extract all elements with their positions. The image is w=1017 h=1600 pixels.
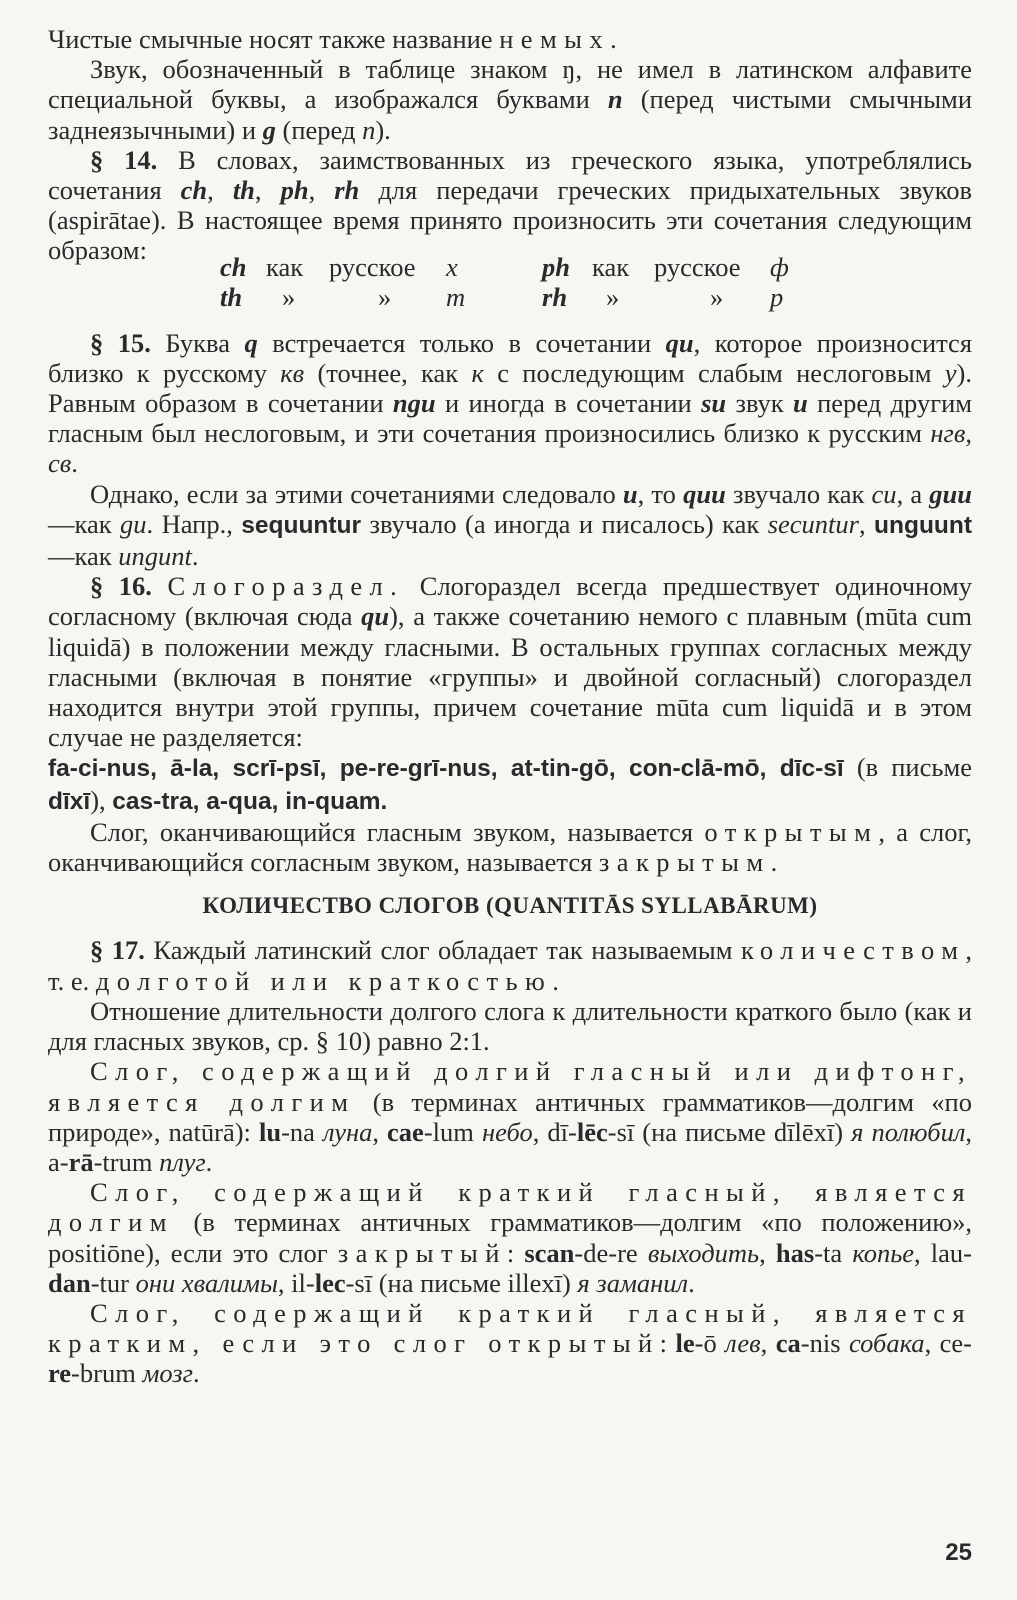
text: ). Равным образом в сочетании bbox=[48, 357, 972, 419]
text: Звук, обозначенный в таблице знаком ŋ, не имел в латинском алфавите специальной буквы, а изображался буквами bbox=[48, 54, 972, 115]
spaced-term: Слогораздел. bbox=[167, 571, 405, 602]
text: , bbox=[858, 508, 875, 539]
text: , dī- bbox=[532, 1116, 577, 1147]
text: т bbox=[446, 281, 466, 312]
text: -na bbox=[281, 1116, 323, 1147]
letter: g bbox=[262, 114, 276, 145]
latin-syllable: cae bbox=[387, 1116, 424, 1147]
text: р bbox=[770, 281, 784, 312]
digraph: su bbox=[701, 388, 727, 419]
digraph: rh bbox=[334, 175, 360, 206]
text: , bbox=[760, 1328, 776, 1359]
letter: n bbox=[607, 84, 623, 115]
spaced-term: долготой или краткостью bbox=[95, 965, 553, 996]
paragraph bbox=[48, 1177, 972, 1298]
digraph: ngu bbox=[392, 388, 436, 419]
text: звук bbox=[726, 388, 794, 419]
text: (точнее, как bbox=[304, 357, 472, 388]
text: В словах, заимствованных из греческого языка, употреблялись сочетания bbox=[48, 144, 973, 206]
text: , lau- bbox=[914, 1237, 972, 1268]
paragraph bbox=[48, 996, 972, 1056]
text: -de-re bbox=[574, 1237, 648, 1268]
latin-word: sequuntur bbox=[241, 511, 362, 539]
text: cu bbox=[871, 478, 897, 509]
text: -tur bbox=[90, 1267, 136, 1298]
text: . bbox=[688, 1267, 695, 1298]
text: » bbox=[710, 281, 724, 312]
text: Однако, если за этими сочетаниями следовало bbox=[90, 478, 623, 509]
text: . bbox=[770, 847, 778, 878]
text: (в терминах античных грамматиков—долгим «по положению», positiōne), если это слог bbox=[48, 1207, 972, 1268]
paragraph bbox=[48, 1298, 972, 1389]
example-words bbox=[48, 752, 972, 816]
text: , bbox=[759, 1237, 776, 1268]
text: кв bbox=[280, 357, 305, 388]
text: ). bbox=[375, 114, 391, 145]
text: -sī (на письме dīlēxī) bbox=[607, 1116, 852, 1147]
translation: они хвалимы bbox=[135, 1267, 278, 1298]
text: у bbox=[944, 357, 957, 388]
spaced-term: Слог, содержащий долгий гласный или дифтонг, является долгим bbox=[48, 1056, 972, 1117]
text: , а слог, оканчивающийся согласным звуком, называется bbox=[48, 816, 972, 878]
table-row-2 bbox=[48, 282, 972, 312]
translation: небо bbox=[481, 1116, 533, 1147]
digraph: ch bbox=[180, 175, 208, 206]
text: Отношение длительности долгого слога к длительности краткого было (как и для гласных звуков, ср. § 10) равно 2:1. bbox=[48, 995, 972, 1057]
latin-syllable: ca bbox=[775, 1328, 801, 1359]
text: с последующим слабым неслоговым bbox=[483, 357, 945, 388]
letter: u bbox=[622, 478, 638, 509]
text: звучало (а иногда и писалось) как bbox=[361, 508, 768, 539]
text: -ō bbox=[694, 1328, 726, 1359]
text: русское bbox=[329, 251, 416, 282]
latin-syllable: re bbox=[48, 1358, 72, 1389]
digraph: ch bbox=[220, 251, 247, 282]
paragraph bbox=[48, 1056, 972, 1177]
digraph: th bbox=[232, 175, 255, 206]
text: звучало как bbox=[725, 478, 872, 509]
spaced-term: закрытый bbox=[337, 1237, 507, 1268]
text: secuntur bbox=[767, 508, 859, 539]
translation: мозг bbox=[142, 1358, 193, 1389]
paragraph-section-17 bbox=[48, 935, 972, 995]
text: Слогораздел всегда предшествует одиночному согласному (включая сюда bbox=[48, 571, 972, 632]
text: ), а также сочетанию немого с плавным (mūta cum liquidā) в положении между гласными. В остальных группах согласных между гласными (включая в понятие «группы» и двойной согласный) слогораздел находится внутри этой группы, причем сочетание mūta cum liquidā и в этом случае не разделяется: bbox=[48, 601, 972, 753]
digraph: guu bbox=[929, 478, 973, 509]
text: » bbox=[378, 281, 392, 312]
spaced-term: Слог, содержащий краткий гласный, является кратким, если это слог открытый bbox=[48, 1297, 972, 1359]
spaced-term: закрытым bbox=[598, 847, 771, 878]
text: : bbox=[659, 1328, 676, 1359]
latin-word: fa-ci-nus, ā-la, scrī-psī, pe-re-grī-nus, at-tin-gō, con-clā-mō, dīc-sī bbox=[48, 755, 844, 783]
table-row-1 bbox=[48, 252, 972, 282]
text: к bbox=[471, 357, 484, 388]
text: . Напр., bbox=[146, 508, 242, 539]
text: как bbox=[266, 251, 304, 282]
text: ф bbox=[770, 251, 789, 282]
text: (перед чистыми смычными заднеязычными) и bbox=[48, 84, 973, 145]
text: . bbox=[191, 541, 199, 572]
text: -nis bbox=[800, 1328, 849, 1359]
latin-syllable: rā bbox=[68, 1146, 94, 1177]
latin-word: cas-tra, a-qua, in-quam. bbox=[112, 787, 388, 815]
text: , bbox=[308, 175, 335, 206]
translation: собака bbox=[848, 1328, 925, 1359]
paragraph bbox=[48, 817, 972, 877]
text: -lum bbox=[423, 1116, 482, 1147]
digraph: quu bbox=[683, 478, 726, 509]
latin-syllable: lu bbox=[258, 1116, 282, 1147]
section-number: § 15. bbox=[90, 327, 151, 358]
section-number: § 14. bbox=[90, 144, 158, 175]
text bbox=[152, 571, 168, 601]
letter: n bbox=[362, 114, 376, 145]
spaced-term: Слог, содержащий краткий гласный, является долгим bbox=[48, 1177, 972, 1238]
digraph: qu bbox=[665, 327, 694, 358]
text: . bbox=[552, 965, 559, 996]
translation: копье bbox=[852, 1237, 915, 1268]
text: Слог, оканчивающийся гласным звуком, называется bbox=[90, 816, 705, 847]
spaced-term: количеством bbox=[740, 935, 966, 966]
text: . bbox=[192, 1358, 200, 1389]
text: Чистые смычные носят также название bbox=[48, 24, 500, 54]
digraph: th bbox=[220, 281, 243, 312]
text: —как bbox=[48, 508, 121, 539]
paragraph bbox=[48, 479, 972, 572]
paragraph bbox=[48, 24, 972, 54]
text: . bbox=[205, 1146, 213, 1177]
text: , а bbox=[896, 478, 930, 509]
latin-syllable: has bbox=[775, 1237, 815, 1268]
translation: луна bbox=[322, 1116, 373, 1147]
spaced-term: немых. bbox=[499, 24, 625, 54]
text: и иногда в сочетании bbox=[435, 388, 702, 419]
translation: плуг bbox=[159, 1146, 206, 1177]
spaced-term: открытым bbox=[704, 816, 879, 847]
paragraph-section-16 bbox=[48, 571, 972, 752]
page-text bbox=[48, 24, 972, 1389]
text: -brum bbox=[71, 1358, 143, 1389]
paragraph-section-15 bbox=[48, 328, 972, 479]
text: -ta bbox=[814, 1237, 853, 1268]
section-number: § 17. bbox=[90, 935, 145, 966]
text: русское bbox=[654, 251, 741, 282]
text: (перед bbox=[275, 114, 363, 145]
pronunciation-table-rows bbox=[48, 252, 972, 316]
text: ungunt bbox=[118, 541, 192, 572]
text: для передачи греческих придыхательных звуков (aspirātae). В настоящее время принято произносить эти сочетания следующим образом: bbox=[48, 175, 973, 266]
text: х bbox=[446, 251, 458, 282]
text: как bbox=[592, 251, 630, 282]
paragraph bbox=[48, 54, 972, 145]
latin-syllable: lec bbox=[314, 1267, 346, 1298]
text: —как bbox=[48, 541, 119, 572]
latin-word: unguunt bbox=[874, 511, 972, 539]
text: : bbox=[506, 1237, 525, 1268]
text: gu bbox=[120, 508, 147, 539]
translation: я полюбил bbox=[851, 1116, 966, 1147]
text: , bbox=[372, 1116, 388, 1147]
latin-word: dīxī bbox=[48, 787, 91, 815]
section-number: § 16. bbox=[90, 571, 152, 602]
text: встречается только в сочетании bbox=[257, 327, 666, 358]
text: , то bbox=[637, 478, 684, 509]
latin-syllable: lēc bbox=[576, 1116, 608, 1147]
digraph: ph bbox=[280, 175, 309, 206]
text: , bbox=[207, 175, 233, 206]
translation: лев bbox=[725, 1328, 761, 1359]
latin-syllable: dan bbox=[48, 1267, 91, 1298]
text: . bbox=[71, 448, 78, 479]
text: , bbox=[254, 175, 281, 206]
text: , a- bbox=[48, 1116, 973, 1177]
text: , il- bbox=[277, 1267, 315, 1298]
translation: я заманил bbox=[577, 1267, 689, 1298]
text: » bbox=[606, 281, 620, 312]
text: (в терминах античных грамматиков—долгим «по природе», natūrā): bbox=[48, 1086, 972, 1147]
text: -trum bbox=[93, 1146, 160, 1177]
letter: u bbox=[793, 388, 808, 419]
text: » bbox=[282, 281, 296, 312]
paragraph-section-14 bbox=[48, 145, 972, 266]
page-number: 25 bbox=[945, 1539, 972, 1566]
text: (в письме bbox=[843, 752, 972, 783]
text: ), bbox=[90, 784, 113, 815]
digraph: rh bbox=[542, 281, 568, 312]
text: , которое произносится близко к русскому bbox=[48, 327, 973, 388]
text: -sī (на письме illexī) bbox=[345, 1267, 578, 1298]
digraph: qu bbox=[361, 601, 390, 632]
translation: выходить bbox=[647, 1237, 760, 1268]
digraph: ph bbox=[542, 251, 570, 282]
section-heading: КОЛИЧЕСТВО СЛОГОВ (QUANTITĀS SYLLABĀRUM) bbox=[202, 893, 818, 919]
text: , ce- bbox=[924, 1328, 973, 1359]
latin-syllable: scan bbox=[524, 1237, 575, 1268]
text: перед другим гласным был неслоговым, и эти сочетания произносились близко к русским bbox=[48, 388, 973, 449]
text: Буква bbox=[150, 327, 245, 358]
text: нгв, св bbox=[48, 418, 972, 479]
text: Каждый латинский слог обладает так называемым bbox=[144, 935, 741, 966]
text: , т. е. bbox=[48, 935, 973, 996]
letter: q bbox=[244, 327, 258, 358]
latin-syllable: le bbox=[675, 1328, 695, 1359]
